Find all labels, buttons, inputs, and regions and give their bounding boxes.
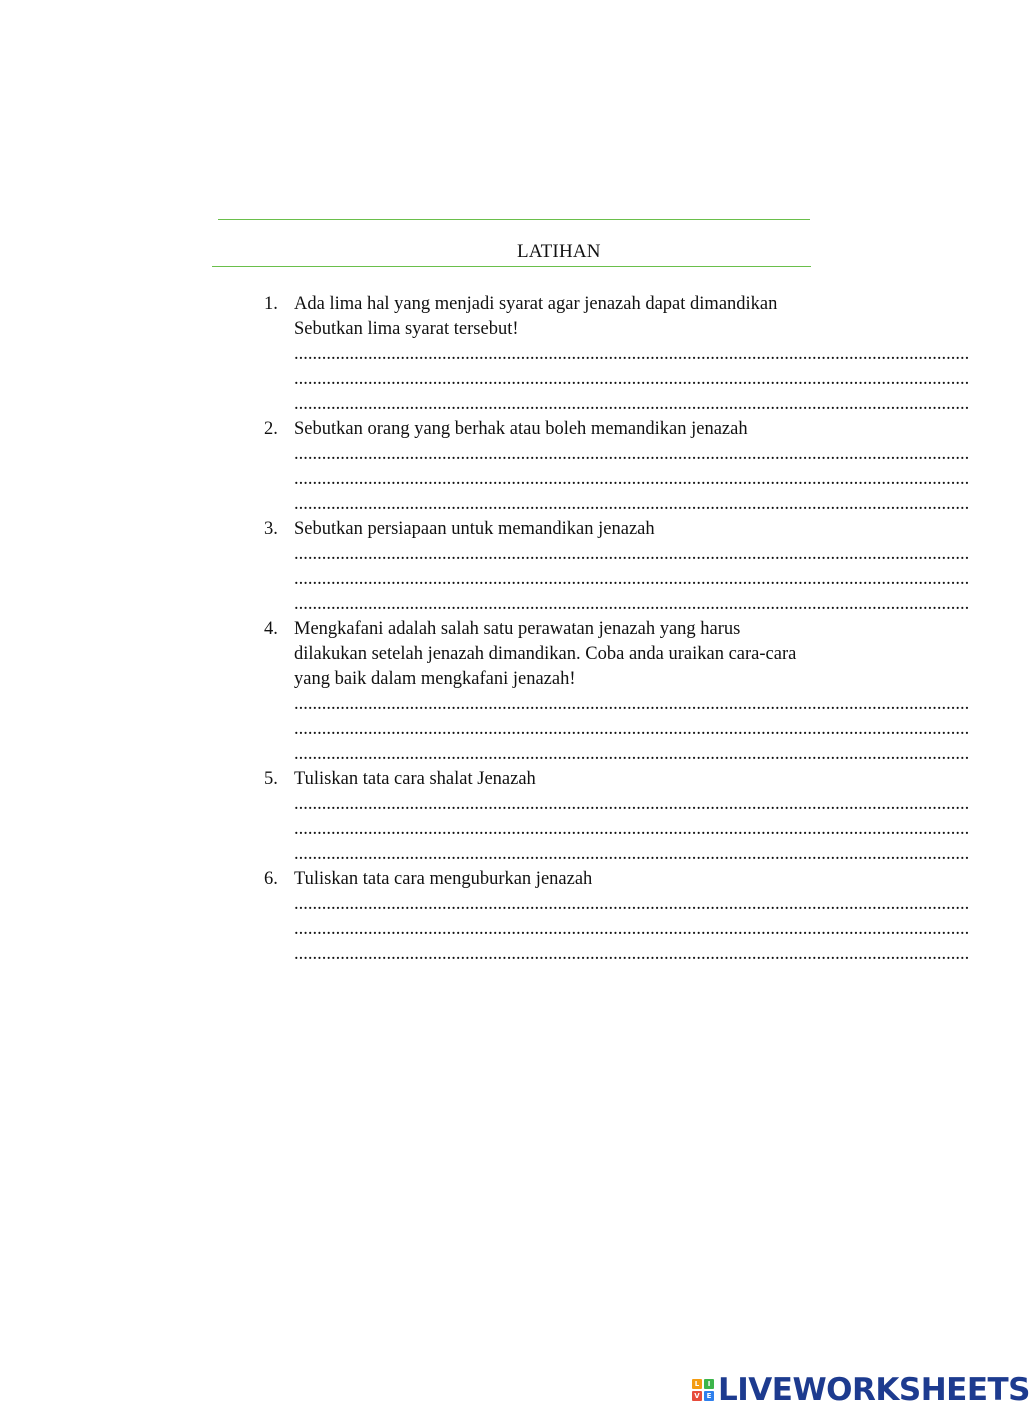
answer-line[interactable]: .................................................................................................................................................. xyxy=(294,344,970,364)
question-text: Sebutkan orang yang berhak atau boleh memandikan jenazah xyxy=(294,419,748,439)
question-text: Mengkafani adalah salah satu perawatan jenazah yang harus dilakukan setelah jenazah dimandikan. Coba anda uraikan cara-cara yang baik dalam mengkafani jenazah! xyxy=(294,619,797,689)
answer-line[interactable]: .................................................................................................................................................. xyxy=(294,744,970,764)
answer-line[interactable]: .................................................................................................................................................. xyxy=(294,544,970,564)
answer-line[interactable]: .................................................................................................................................................. xyxy=(294,944,970,964)
question-list xyxy=(264,292,970,967)
logo-mark-icon xyxy=(692,1379,714,1401)
question-number: 2. xyxy=(264,419,278,439)
question-number: 4. xyxy=(264,619,278,639)
answer-line[interactable]: .................................................................................................................................................. xyxy=(294,719,970,739)
logo-text: LIVEWORKSHEETS xyxy=(718,1372,1030,1408)
question-text: Ada lima hal yang menjadi syarat agar jenazah dapat dimandikan Sebutkan lima syarat tersebut! xyxy=(294,294,778,339)
question-1 xyxy=(264,292,970,417)
logo-mark-tile: I xyxy=(704,1379,714,1389)
logo-mark-tile: E xyxy=(704,1391,714,1401)
question-5 xyxy=(264,767,970,867)
question-number: 5. xyxy=(264,769,278,789)
question-3 xyxy=(264,517,970,617)
answer-line[interactable]: .................................................................................................................................................. xyxy=(294,694,970,714)
question-2 xyxy=(264,417,970,517)
question-number: 1. xyxy=(264,294,278,314)
page-title: LATIHAN xyxy=(517,241,601,262)
answer-line[interactable]: .................................................................................................................................................. xyxy=(294,369,970,389)
answer-line[interactable]: .................................................................................................................................................. xyxy=(294,794,970,814)
answer-line[interactable]: .................................................................................................................................................. xyxy=(294,444,970,464)
question-text: Tuliskan tata cara shalat Jenazah xyxy=(294,769,536,789)
logo-mark-tile: V xyxy=(692,1391,702,1401)
answer-line[interactable]: .................................................................................................................................................. xyxy=(294,844,970,864)
answer-line[interactable]: .................................................................................................................................................. xyxy=(294,919,970,939)
answer-line[interactable]: .................................................................................................................................................. xyxy=(294,569,970,589)
answer-line[interactable]: .................................................................................................................................................. xyxy=(294,594,970,614)
question-text: Tuliskan tata cara menguburkan jenazah xyxy=(294,869,593,889)
header-rule-top xyxy=(218,219,810,220)
liveworksheets-logo xyxy=(692,1373,1030,1407)
answer-line[interactable]: .................................................................................................................................................. xyxy=(294,469,970,489)
question-4 xyxy=(264,617,970,767)
answer-line[interactable]: .................................................................................................................................................. xyxy=(294,819,970,839)
question-number: 6. xyxy=(264,869,278,889)
answer-line[interactable]: .................................................................................................................................................. xyxy=(294,394,970,414)
header-rule-bottom xyxy=(212,266,811,267)
answer-line[interactable]: .................................................................................................................................................. xyxy=(294,494,970,514)
question-text: Sebutkan persiapaan untuk memandikan jenazah xyxy=(294,519,655,539)
logo-mark-tile: L xyxy=(692,1379,702,1389)
question-number: 3. xyxy=(264,519,278,539)
question-6 xyxy=(264,867,970,967)
answer-line[interactable]: .................................................................................................................................................. xyxy=(294,894,970,914)
